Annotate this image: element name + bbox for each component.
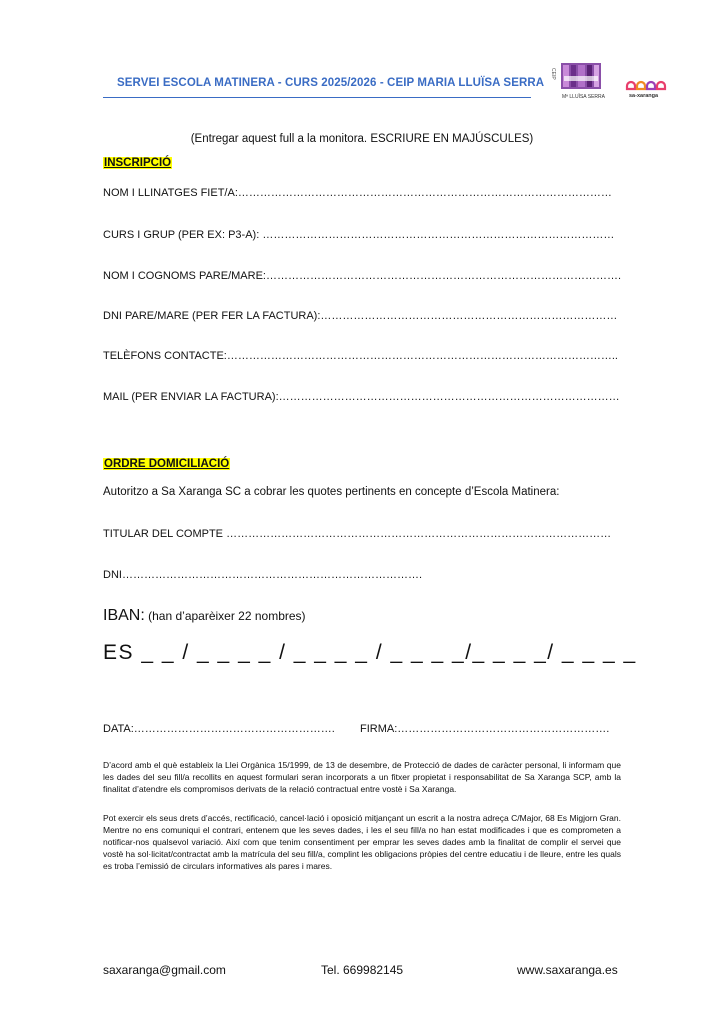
field-label: TELÈFONS CONTACTE: bbox=[103, 350, 227, 362]
legal-paragraph-data-protection: D’acord amb el què estableix la Llei Orgànica 15/1999, de 13 de desembre, de Protecció de dades de caràcter personal, li informam que les dades del seu fill/a recollits en aquest formulari seran incorporats a un fitxer propietat i responsabilitat de Sa Xaranga SCP, amb la finalitat d’atendre els compromisos derivats de la relació contractual entre vostè i Sa Xaranga. bbox=[103, 760, 621, 794]
field-firma[interactable] bbox=[360, 723, 609, 735]
page-header-title: SERVEI ESCOLA MATINERA - CURS 2025/2026 - CEIP MARIA LLUÏSA SERRA bbox=[117, 77, 545, 89]
sa-xaranga-logo bbox=[622, 70, 672, 100]
legal-paragraph-rights: Pot exercir els seus drets d’accés, rectificació, cancel·lació i oposició mitjançant un escrit a la nostra adreça C/Major, 68 Es Migjorn Gran. Mentre no ens comuniqui el contrari, entenem que les seves dades, i les el seu fill/a no han estat modificades i que es comprometen a notificar-nos qualsevol variació. Així com que tenim consentiment per emprar les seves dades amb la finalitat de complir el servei que vostè ha sol·licitat/contractat amb la matrícula del seu fill/a, complint les obligacions pròpies del centre educatiu i de lleure, entre les quals es troba l’emissió de circulars informatives als pares i mares. bbox=[103, 813, 621, 871]
field-nom-llinatges-fiet[interactable] bbox=[103, 187, 612, 199]
field-dni-pare-mare[interactable] bbox=[103, 310, 617, 322]
iban-note: (han d’aparèixer 22 nombres) bbox=[144, 609, 306, 623]
section-heading-domiciliacio: ORDRE DOMICILIACIÓ bbox=[104, 458, 230, 470]
field-dotted-line: …………………………………………………………………………………………… bbox=[226, 528, 612, 540]
field-dotted-line: …………………………………………………………………………………… bbox=[262, 229, 615, 241]
field-label: MAIL (PER ENVIAR LA FACTURA): bbox=[103, 391, 279, 403]
svg-text:sa-xaranga: sa-xaranga bbox=[629, 93, 659, 99]
svg-text:CEIP: CEIP bbox=[550, 68, 556, 80]
field-label: TITULAR DEL COMPTE bbox=[103, 528, 227, 540]
instructions-text: (Entregar aquest full a la monitora. ESCRIURE EN MAJÚSCULES) bbox=[190, 133, 534, 145]
field-label: DNI bbox=[103, 569, 122, 581]
field-label: DATA: bbox=[103, 723, 134, 735]
field-curs-grup[interactable] bbox=[103, 229, 614, 241]
footer-website: www.saxaranga.es bbox=[517, 963, 618, 977]
authorization-text: Autoritzo a Sa Xaranga SC a cobrar les quotes pertinents en concepte d’Escola Matinera: bbox=[103, 486, 560, 498]
header-divider bbox=[103, 97, 531, 98]
field-label: NOM I LLINATGES FIET/A: bbox=[103, 187, 238, 199]
field-dotted-line: ………………………………………………………………………………………… bbox=[237, 187, 612, 199]
svg-text:Mª LLUÏSA SERRA: Mª LLUÏSA SERRA bbox=[562, 94, 605, 100]
field-dotted-line: ………………………………………………………………………. bbox=[121, 569, 423, 581]
field-mail[interactable] bbox=[103, 391, 620, 403]
iban-label bbox=[103, 607, 306, 625]
field-titular-compte[interactable] bbox=[103, 528, 611, 540]
field-dotted-line: ……………………………………………………………………… bbox=[320, 310, 618, 322]
ceip-school-logo bbox=[552, 60, 607, 105]
field-telefons-contacte[interactable] bbox=[103, 350, 618, 362]
field-label: CURS I GRUP (PER EX: P3-A): bbox=[103, 229, 263, 241]
field-label: FIRMA: bbox=[360, 723, 398, 735]
field-label: DNI PARE/MARE (PER FER LA FACTURA): bbox=[103, 310, 321, 322]
field-dotted-line: ……………………………………………………………………………………. bbox=[265, 270, 622, 282]
footer-phone: Tel. 669982145 bbox=[321, 963, 404, 977]
field-dotted-line: …………………………………………………. bbox=[397, 723, 610, 735]
field-dni[interactable] bbox=[103, 569, 422, 581]
field-nom-cognoms-pare-mare[interactable] bbox=[103, 270, 621, 282]
iban-input-template[interactable]: ES _ _ / _ _ _ _ / _ _ _ _ / _ _ _ _/_ _ _ _/ _ _ _ _ bbox=[103, 641, 637, 664]
field-data[interactable] bbox=[103, 723, 335, 735]
iban-title: IBAN: bbox=[103, 607, 145, 624]
field-dotted-line: ………………………………………………………………………………… bbox=[278, 391, 620, 403]
section-heading-inscripcio: INSCRIPCIÓ bbox=[104, 157, 172, 169]
footer-email: saxaranga@gmail.com bbox=[103, 963, 226, 977]
field-label: NOM I COGNOMS PARE/MARE: bbox=[103, 270, 266, 282]
field-dotted-line: ………………………………………………. bbox=[133, 723, 335, 735]
field-dotted-line: …………………………………………………………………………………………….. bbox=[226, 350, 618, 362]
